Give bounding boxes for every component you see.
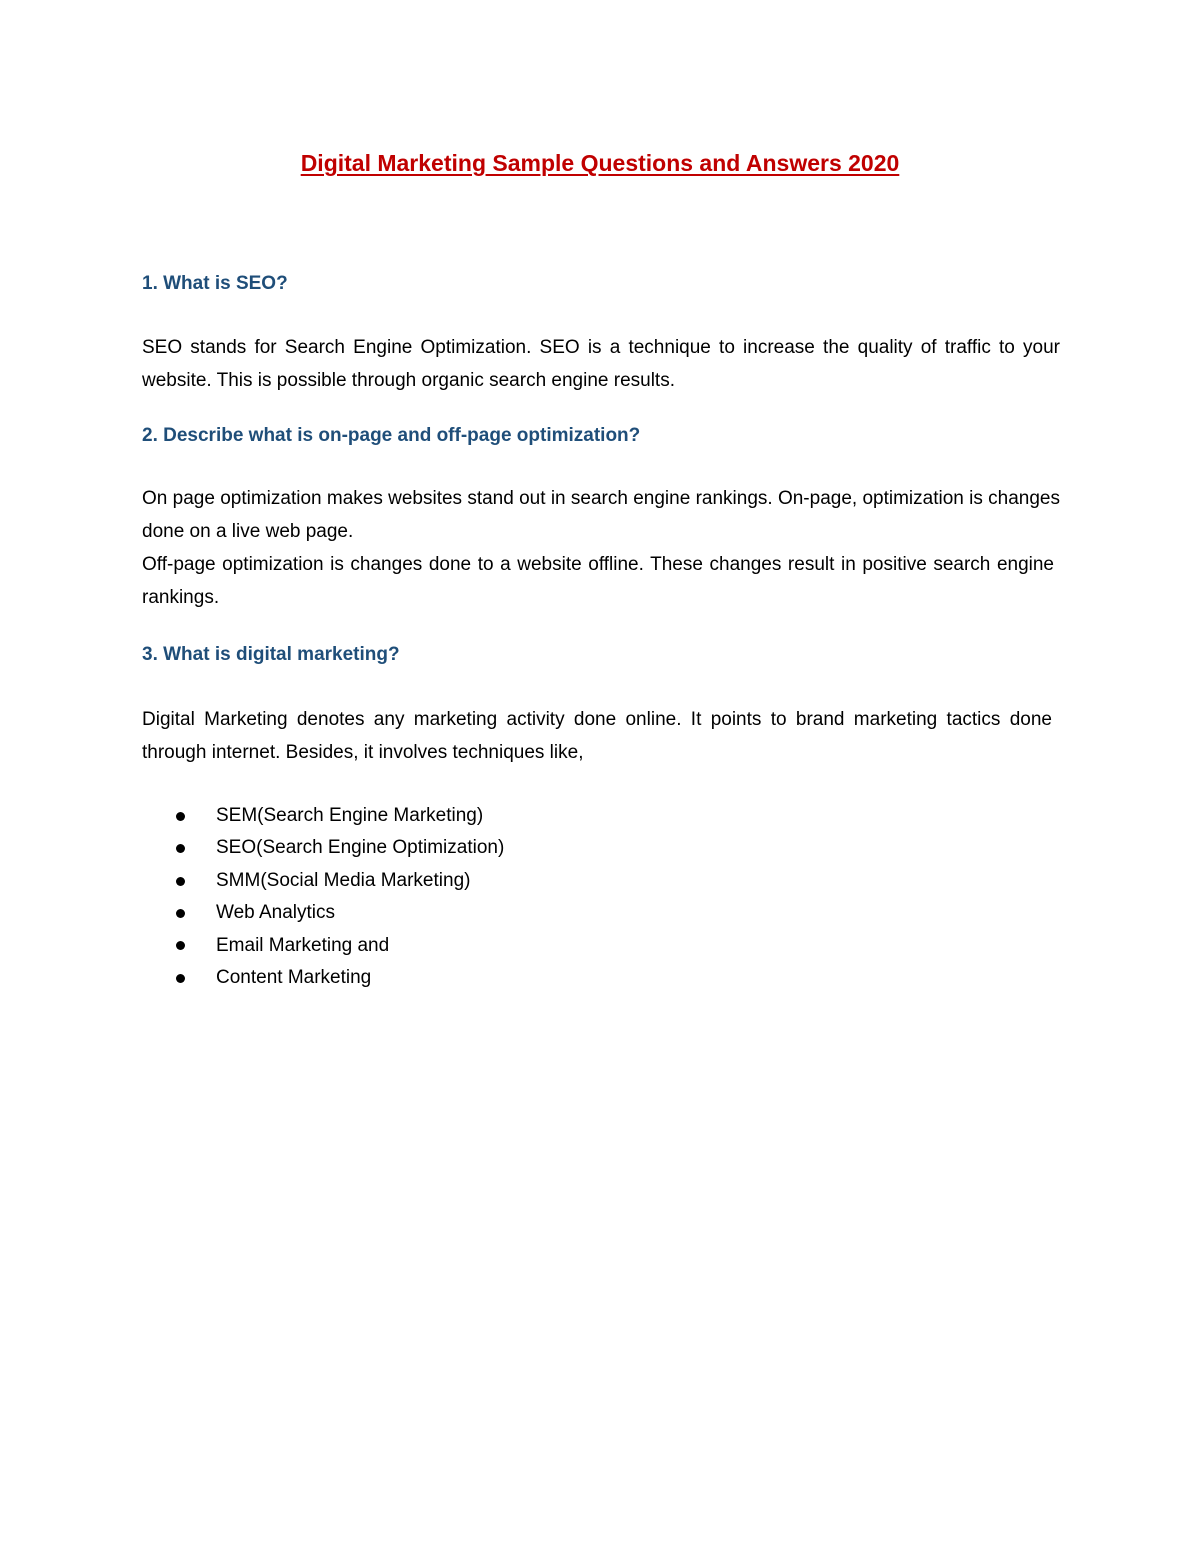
bullet-icon: [176, 877, 185, 886]
question-2-heading: 2. Describe what is on-page and off-page optimization?: [142, 425, 641, 446]
bullet-icon: [176, 844, 185, 853]
list-item: [172, 897, 504, 929]
list-item: [172, 962, 504, 994]
list-item-label: Content Marketing: [216, 967, 372, 989]
question-1-heading: 1. What is SEO?: [142, 273, 288, 294]
answer-3: [142, 703, 1052, 769]
bullet-icon: [176, 941, 185, 950]
list-item-label: SEO(Search Engine Optimization): [216, 837, 505, 859]
question-3-heading: 3. What is digital marketing?: [142, 644, 400, 665]
bullet-icon: [176, 812, 185, 821]
list-item-label: Email Marketing and: [216, 934, 390, 956]
document-title: Digital Marketing Sample Questions and Answers 2020: [300, 150, 900, 176]
answer-2-paragraph-1: On page optimization makes websites stand out in search engine rankings. On-page, optimization is changes done on a live web page.: [142, 488, 1060, 542]
answer-2: [142, 482, 1060, 614]
list-item: [172, 800, 504, 832]
answer-1-paragraph: SEO stands for Search Engine Optimization. SEO is a technique to increase the quality of traffic to your website. This is possible through organic search engine results.: [142, 337, 1060, 391]
bullet-icon: [176, 974, 185, 983]
list-item: [172, 930, 504, 962]
list-item-label: SMM(Social Media Marketing): [216, 869, 471, 891]
answer-3-paragraph: Digital Marketing denotes any marketing activity done online. It points to brand marketing tactics done through internet. Besides, it involves techniques like,: [142, 709, 1052, 763]
list-item-label: Web Analytics: [216, 902, 335, 924]
techniques-list: [172, 800, 504, 994]
answer-2-paragraph-2: Off-page optimization is changes done to a website offline. These changes result in positive search engine rankings.: [142, 554, 1054, 608]
list-item: [172, 832, 504, 864]
list-item: [172, 865, 504, 897]
answer-1: [142, 331, 1060, 397]
bullet-icon: [176, 909, 185, 918]
list-item-label: SEM(Search Engine Marketing): [216, 805, 484, 826]
